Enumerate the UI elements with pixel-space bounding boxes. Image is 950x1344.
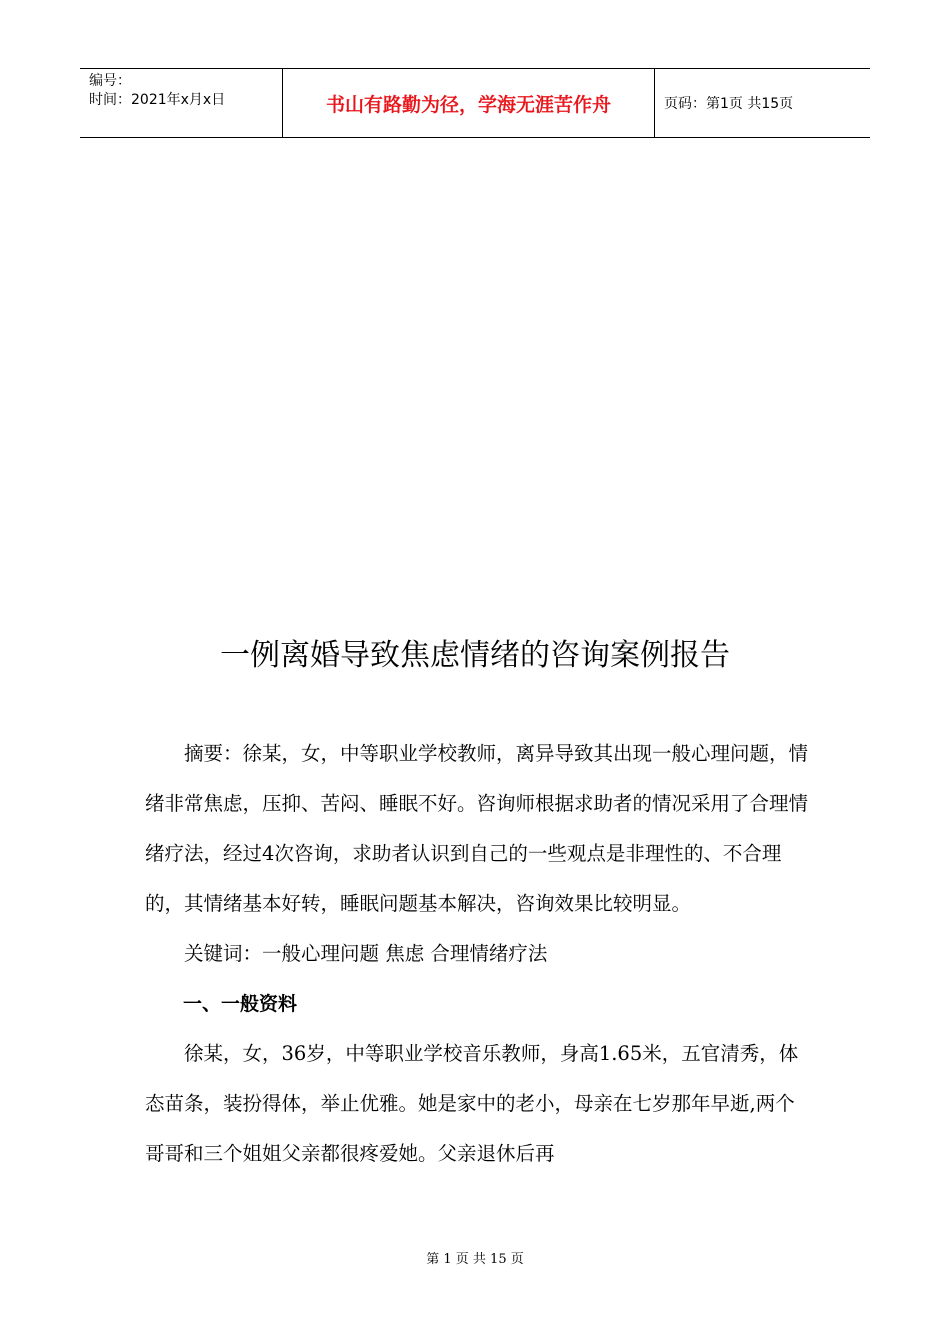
section-heading-general-info: 一、一般资料 xyxy=(183,993,298,1015)
document-title: 一例离婚导致焦虑情绪的咨询案例报告 xyxy=(220,638,730,673)
header-meta-cell xyxy=(80,69,283,137)
page-footer: 第 1 页 共 15 页 xyxy=(426,1252,524,1267)
time-label: 时间：2021年x月x日 xyxy=(89,92,226,108)
page-header xyxy=(80,68,870,138)
document-body xyxy=(145,729,810,1179)
general-info-paragraph: 徐某，女，36岁，中等职业学校音乐教师，身高1.65米，五官清秀，体态苗条，装扮得体，举止优雅。她是家中的老小，母亲在七岁那年早逝,两个哥哥和三个姐姐父亲都很疼爱她。父亲退休后再 xyxy=(145,1042,799,1165)
number-label: 编号： xyxy=(89,73,131,89)
abstract-paragraph: 摘要：徐某，女，中等职业学校教师，离异导致其出现一般心理问题，情绪非常焦虑，压抑、苦闷、睡眠不好。咨询师根据求助者的情况采用了合理情绪疗法，经过4次咨询，求助者认识到自己的一些观点是非理性的、不合理的，其情绪基本好转，睡眠问题基本解决，咨询效果比较明显。 xyxy=(145,742,809,915)
keywords-paragraph: 关键词：一般心理问题 焦虑 合理情绪疗法 xyxy=(184,942,548,965)
header-motto: 书山有路勤为径，学海无涯苦作舟 xyxy=(283,69,655,137)
header-page-info: 页码：第1页 共15页 xyxy=(664,96,794,112)
